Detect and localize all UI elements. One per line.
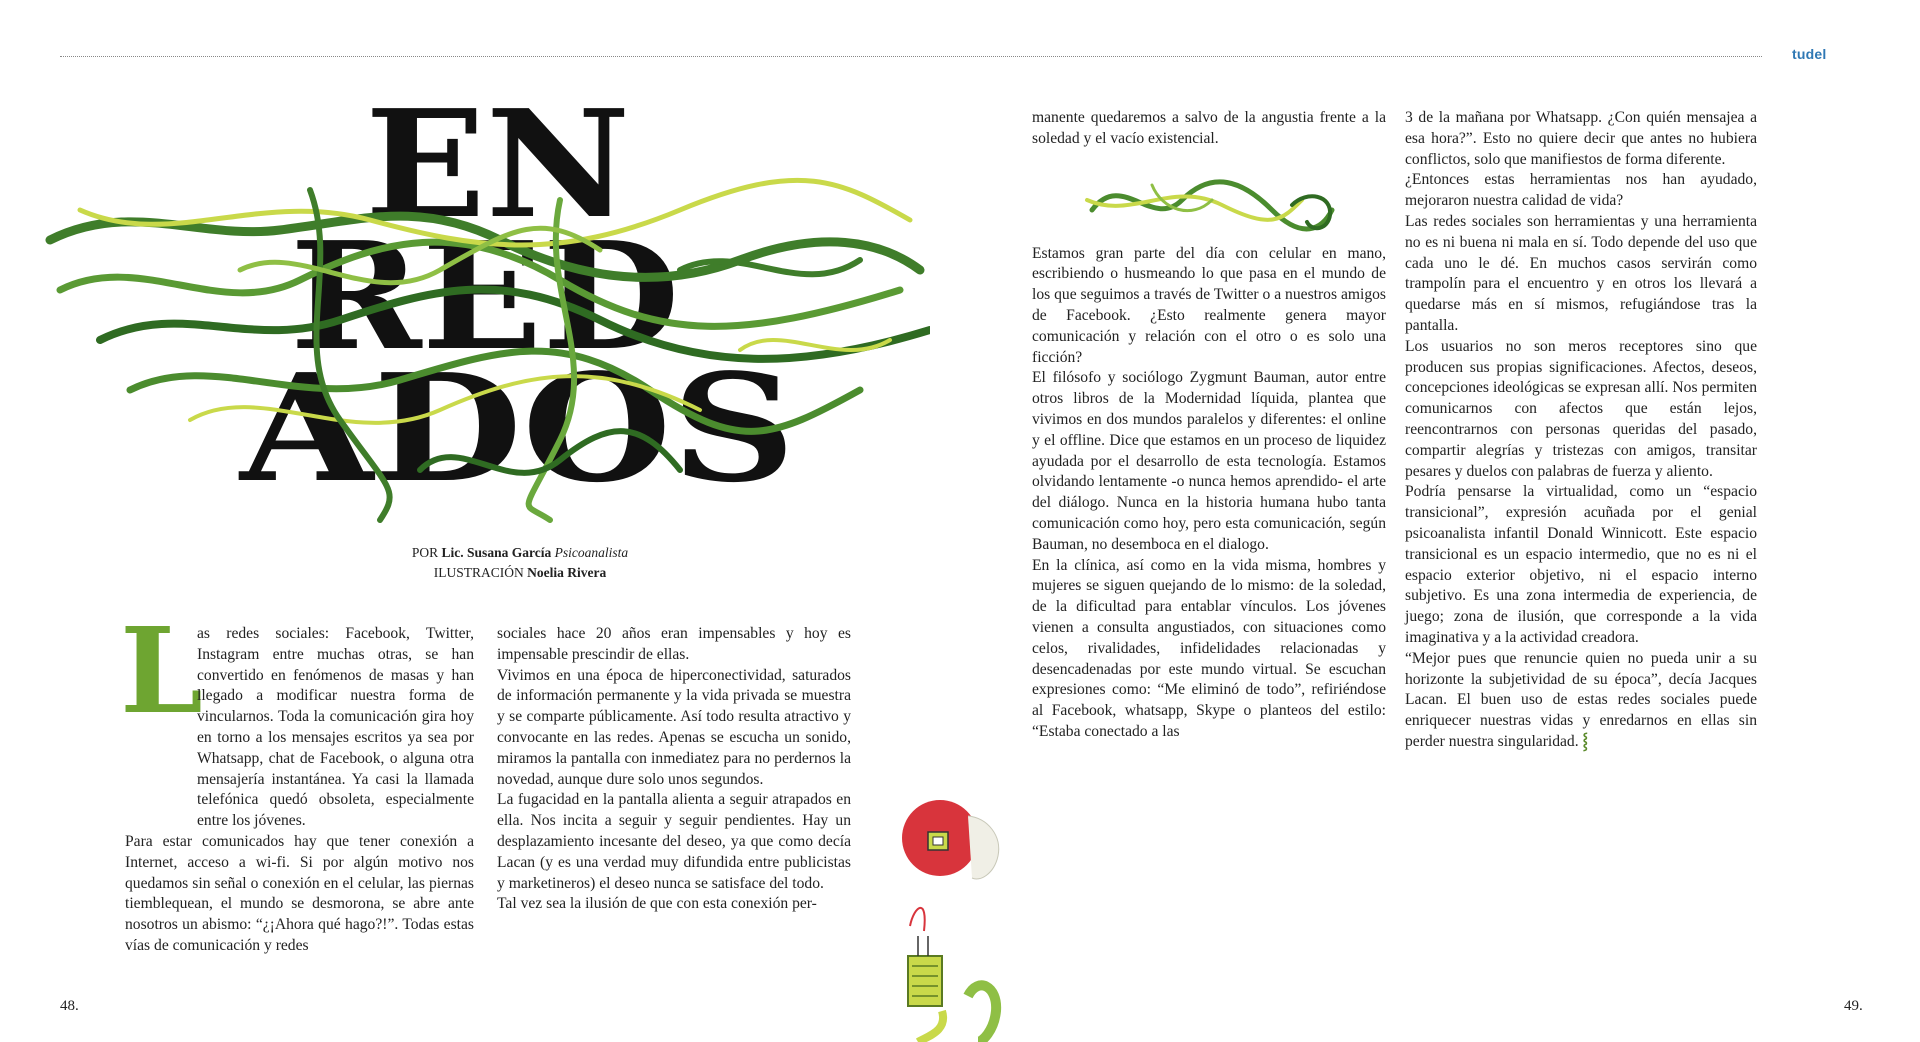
paragraph: sociales hace 20 años eran impensables y hoy es impensable prescindir de ellas. xyxy=(497,625,851,663)
paragraph-final xyxy=(1405,649,1757,753)
title-artwork xyxy=(40,77,930,530)
title-line-1: EN xyxy=(365,77,631,251)
paragraph: Vivimos en una época de hiperconectividad, saturados de información permanente y la vida privada se muestra y se comparte públicamente. Así todo resulta atractivo y convocante en las redes. Apenas se escucha un sonido, miramos la pantalla con inmediatez para no perdernos la novedad, aunque dure solo unos segundos. xyxy=(497,666,851,788)
paragraph: El filósofo y sociólogo Zygmunt Bauman, autor entre otros libros de la Modernidad líquida, plantea que vivimos en dos mundos paralelos y diferentes: el online y el offline. Dice que estamos en un proceso de liquidez ayudada por el desarrollo de esta tecnología. Estamos olvidando lentamente -o nunca hemos aprendido- el arte del diálogo. Nunca en la historia humana hubo tanta comunicación como hoy, pero esta comunicación, según Bauman, no desemboca en el dialogo. xyxy=(1032,369,1386,553)
article-column-4 xyxy=(1405,108,1757,753)
header-rule xyxy=(60,56,1762,57)
page-number-left: 48. xyxy=(60,998,79,1014)
article-column-2 xyxy=(497,624,851,915)
byline-illustrator-name: Noelia Rivera xyxy=(527,565,607,580)
vine-ornament xyxy=(1032,150,1386,244)
paragraph: Podría pensarse la virtualidad, como un “espacio transicional”, expresión acuñada por el genial psicoanalista infantil Donald Winnicott. Este espacio transicional es un espacio intermedio, que no es ni el espacio exterior objetivo, ni el espacio interno subjetivo. Es una zona intermedia de experiencia, de juego; zona de ilusión, que corresponde a la vida imaginativa y a la actividad creadora. xyxy=(1405,483,1757,646)
title-line-2: RED xyxy=(290,209,680,383)
magazine-logo: tudel xyxy=(1792,46,1827,62)
paragraph: manente quedaremos a salvo de la angustia frente a la soledad y el vacío existencial. xyxy=(1032,109,1386,147)
paragraph: Estamos gran parte del día con celular en mano, escribiendo o husmeando lo que pasa en el mundo de los que seguimos a través de Twitter o a nuestros amigos de Facebook. ¿Esto realmente genera mayor comunicación y relación con el otro o es solo una ficción? xyxy=(1032,244,1386,366)
page-number-right: 49. xyxy=(1844,998,1863,1014)
end-mark-icon: ⸾ xyxy=(1582,732,1589,750)
apple-cable-illustration xyxy=(898,796,1008,1042)
paragraph: as redes sociales: Facebook, Twitter, Instagram entre muchas otras, se han convertido en fenómenos de masas y han llegado a modificar nuestra forma de vincularnos. Toda la comunicación gira hoy en torno a los mensajes escritos ya sea por Whatsapp, chat de Facebook, o alguna otra mensajería instantánea. Ya casi la llamada telefónica quedó obsoleta, especialmente entre los jóvenes. xyxy=(197,625,474,830)
paragraph: Para estar comunicados hay que tener conexión a Internet, acceso a wi-fi. Si por algún motivo nos quedamos sin señal o conexión en el celular, las piernas tiemblequean, el mundo se desmorona, se abre ante nosotros un abismo: “¿¡Ahora qué hago?!”. Todas estas vías de comunicación y redes xyxy=(125,832,474,954)
paragraph: ¿Entonces estas herramientas nos han ayudado, mejoraron nuestra calidad de vida? xyxy=(1405,171,1757,210)
paragraph: Los usuarios no son meros receptores sino que producen sus propias significaciones. Afectos, deseos, concepciones ideológicas se expresan allí. Nos permiten comunicarnos con afectos que están lejos, reencontrarnos con personas queridas del pasado, compartir alegrías y tristezas con amigos, transitar pesares y duelos con palabras de fuerza y aliento. xyxy=(1405,337,1757,480)
paragraph-final-text: “Mejor pues que renuncie quien no pueda unir a su horizonte la subjetividad de su época”, decía Jacques Lacan. El buen uso de estas redes sociales puede enriquecer nuestras vidas y enredarnos en ellas sin perder nuestra singularidad. xyxy=(1405,649,1757,750)
title-line-3: ADOS xyxy=(240,341,796,515)
byline-illustration xyxy=(300,563,740,583)
byline-author-role: Psicoanalista xyxy=(554,545,629,560)
drop-cap: L xyxy=(120,601,203,740)
article-column-3 xyxy=(1032,108,1386,743)
paragraph: 3 de la mañana por Whatsapp. ¿Con quién mensajea a esa hora?”. Esto no quiere decir que antes no hubiera conflictos, solo que manifiestos de forma diferente. xyxy=(1405,109,1757,168)
vines-illustration xyxy=(40,77,930,530)
byline-author-name: Lic. Susana García xyxy=(441,545,552,560)
paragraph: Las redes sociales son herramientas y una herramienta no es ni buena ni mala en sí. Todo depende del uso que cada uno le dé. En muchos casos servirán como trampolín para el encuentro y en otros los llevará a quedarse más en sí mismos, refugiándose tras la pantalla. xyxy=(1405,212,1757,334)
byline-por-label: POR xyxy=(411,545,439,560)
byline-illustration-label: ILUSTRACIÓN xyxy=(433,565,524,580)
paragraph: En la clínica, así como en la vida misma, hombres y mujeres se siguen quejando de lo mismo: de la soledad, de la dificultad para entablar vínculos. Los jóvenes vienen a consulta angustiados, con situaciones como celos, rivalidades, infidelidades relacionadas y desencadenadas por este mundo virtual. Se escuchan expresiones como: “Me eliminó de todo”, refiriéndose al Facebook, whatsapp, Skype o planteos del estilo: “Estaba conectado a las xyxy=(1032,556,1386,740)
paragraph: Tal vez sea la ilusión de que con esta conexión per- xyxy=(497,895,817,913)
paragraph: La fugacidad en la pantalla alienta a seguir atrapados en ella. Nos incita a seguir y seguir pendientes. Hay un desplazamiento incesante del deseo, ya que como decía Lacan (y es una verdad muy difundida entre publicistas y marketineros) el deseo nunca se satisface del todo. xyxy=(497,791,851,892)
vine-ornament-space xyxy=(1032,150,1386,244)
byline-author xyxy=(300,543,740,563)
article-column-1 xyxy=(125,624,474,957)
